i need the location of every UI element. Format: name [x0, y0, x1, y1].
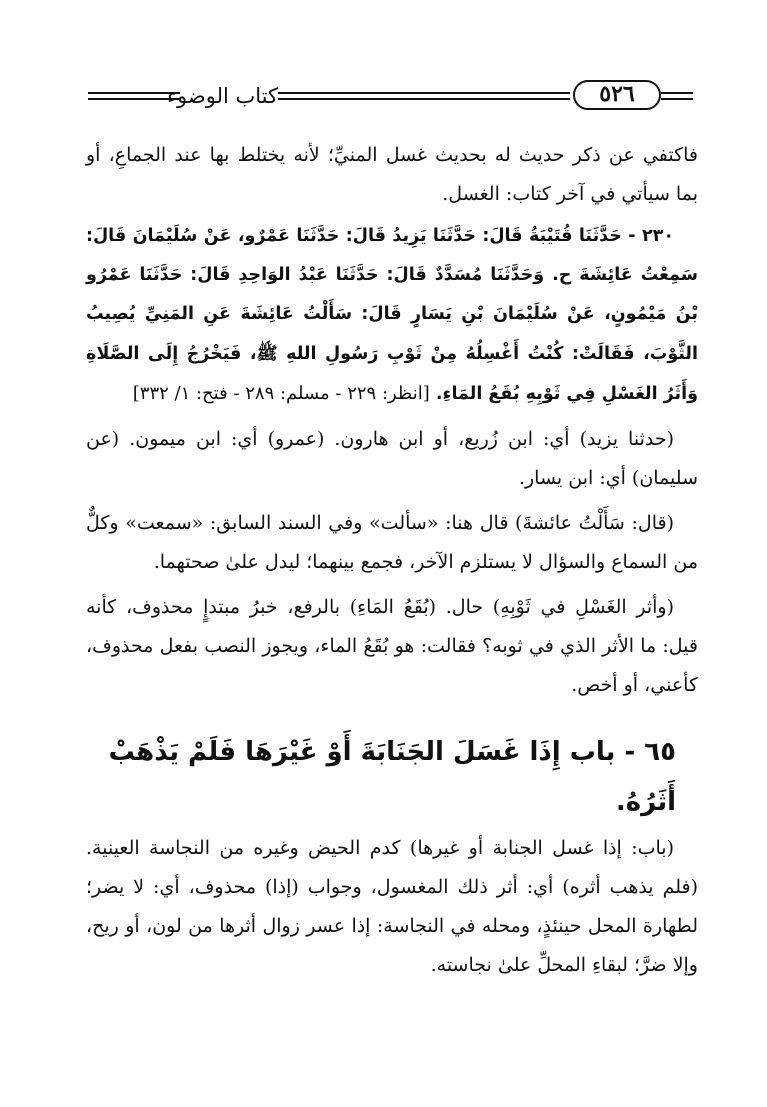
- header-rule-right: [661, 92, 693, 101]
- hadith-text: ٢٣٠ - حَدَّثَنَا قُتَيْبَةُ قَالَ: حَدَّثَنَا يَزِيدُ قَالَ: حَدَّثَنَا عَمْرٌو، عَنْ سُلَيْمَانَ قَالَ: سَمِعْتُ عَائِشَةَ ح. وَحَدَّثَنَا مُسَدَّدٌ قَالَ: حَدَّثَنَا عَبْدُ الوَاحِدِ قَالَ: حَدَّثَنَا عَمْرُو بْنُ مَيْمُونٍ، عَنْ سُلَيْمَانَ بْنِ يَسَارٍ قَالَ: سَأَلْتُ عَائِشَةَ عَنِ المَنِيِّ يُصِيبُ الثَّوْبَ، فَقَالَتْ: كُنْتُ أَغْسِلُهُ مِنْ ثَوْبِ رَسُولِ اللهِ ﷺ، فَيَخْرُجُ إِلَى الصَّلَاةِ وَأَثَرُ الغَسْلِ فِي ثَوْبِهِ بُقَعُ المَاءِ.: [86, 226, 698, 404]
- page-number: ٥٢٦: [573, 80, 661, 110]
- page-body: [86, 136, 698, 985]
- header-rule-middle: [278, 92, 570, 101]
- hadith-230: [86, 217, 698, 414]
- hadith-reference: [انظر: ٢٢٩ - مسلم: ٢٨٩ - فتح: ١/ ٣٣٢]: [132, 382, 430, 404]
- paragraph-sama-sual: (قال: سَأَلْتُ عائشةَ) قال هنا: «سألت» وفي السند السابق: «سمعت» وكلٌّ من السماع والسؤال لا يستلزم الآخر، فجمع بينهما؛ ليدل علىٰ صحتهما.: [86, 512, 698, 574]
- paragraph-intro: فاكتفي عن ذكر حديث له بحديث غسل المنيِّ؛ لأنه يختلط بها عند الجماعِ، أو بما سيأتي في آخر كتاب: الغسل.: [86, 144, 698, 205]
- book-title: كتاب الوضوء: [167, 84, 278, 108]
- running-header: [88, 78, 696, 122]
- paragraph-chapter-commentary: (باب: إذا غسل الجنابة أو غيرها) كدم الحيض وغيره من النجاسة العينية. (فلم يذهب أثره) أي: أثر ذلك المغسول، وجواب (إذا) محذوف، أي: لا يضر؛ لطهارة المحل حينئذٍ، ومحله في النجاسة: إذا عسر زوال أثرها من لون، أو ريح، وإلا ضرَّ؛ لبقاءِ المحلِّ علىٰ نجاسته.: [86, 837, 698, 977]
- paragraph-narrators: (حدثنا يزيد) أي: ابن زُريع، أو ابن هارون. (عمرو) أي: ابن ميمون. (عن سليمان) أي: ابن يسار.: [86, 428, 698, 490]
- paragraph-athar: (وأثر الغَسْلِ في ثَوْبِهِ) حال. (بُقَعُ المَاءِ) بالرفع، خبرُ مبتدإٍ محذوف، كأنه قيل: ما الأثر الذي في ثوبه؟ فقالت: هو بُقَعُ الماء، ويجوز النصب بفعل محذوف، كأعني، أو أخص.: [86, 596, 698, 697]
- chapter-heading: ٦٥ - باب إِذَا غَسَلَ الجَنَابَةَ أَوْ غَيْرَهَا فَلَمْ يَذْهَبْ أَثَرُهُ.: [108, 737, 676, 818]
